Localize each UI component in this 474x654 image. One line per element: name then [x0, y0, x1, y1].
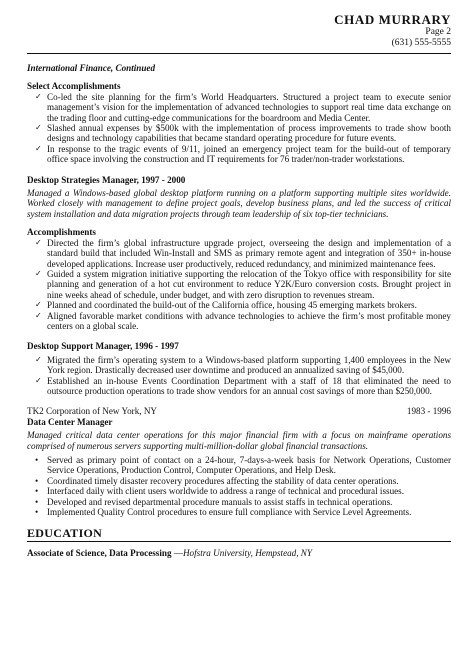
checkmark-icon: ✓ [35, 237, 42, 247]
desktop-support-title: Desktop Support Manager, 1996 - 1997 [27, 341, 179, 352]
bullet-icon: • [35, 496, 39, 507]
bullet-icon: • [35, 475, 39, 486]
tk2-years: 1983 - 1996 [406, 406, 451, 417]
tk2-role: Data Center Manager [27, 416, 113, 427]
list-item: ✓ Planned and coordinated the build-out of the California office, housing 45 emerging markets brokers. [35, 300, 417, 311]
tk2-company: TK2 Corporation of New York, NY [27, 406, 158, 417]
checkmark-icon: ✓ [35, 300, 42, 310]
list-item: ✓ Migrated the firm’s operating system to a Windows-based platform supporting 1,400 employees in the New York region. Drastically decreased user downtime and produced an annualized saving of $45,000. [35, 354, 451, 376]
checkmark-icon: ✓ [35, 354, 42, 364]
tk2-company-row [27, 406, 451, 416]
phone-number: (631) 555-5555 [391, 38, 451, 48]
desktop-strategies-title: Desktop Strategies Manager, 1997 - 2000 [27, 174, 186, 185]
degree: Associate of Science, Data Processing [27, 547, 172, 558]
continued-heading: International Finance, Continued [27, 63, 156, 73]
bullet-icon: • [35, 486, 39, 497]
bullet-icon: • [35, 455, 39, 465]
list-item: ✓ Established an in-house Events Coordination Department with a staff of 18 that eliminated the need to outsource production operations to trade show vendors for an annual cost savings of more than $250,000. [35, 375, 451, 396]
desktop-strategies-summary: Managed a Windows-based global desktop platform running on a platform supporting multiple sites worldwide. Worked closely with management to define project goals, develop business plans, and led the success of critical system installation and data migration projects through team leadership of six top-tier technicians. [27, 188, 451, 219]
list-item: • Served as primary point of contact on a 24-hour, 7-days-a-week basis for Network Operations, Customer Service Operations, Production Control, Computer Operations, and Help Desk. [35, 455, 451, 476]
degree-separator: — [171, 547, 183, 558]
checkmark-icon: ✓ [35, 375, 42, 385]
education-heading: EDUCATION [27, 526, 103, 541]
list-item: • Implemented Quality Control procedures to ensure full compliance with Service Level Agreements. [35, 507, 412, 518]
checkmark-icon: ✓ [35, 310, 42, 320]
checkmark-icon: ✓ [35, 91, 42, 101]
tk2-list [27, 455, 451, 517]
accomplishments-heading: Accomplishments [27, 227, 96, 238]
tk2-summary: Managed critical data center operations for this major financial firm with a focus on mainframe operations comprised of numerous servers supporting multi-million-dollar global financial transactions. [27, 430, 451, 451]
list-item: • Interfaced daily with client users worldwide to address a range of technical and procedural issues. [35, 486, 405, 497]
list-item: ✓ Guided a system migration initiative supporting the relocation of the Tokyo office with responsibility for site planning and generation of a hot cut environment to reduce Y2K/Euro conversion costs. Brought project in nine weeks ahead of schedule, under budget, and with zero disruption to revenues stream. [35, 268, 451, 300]
bullet-icon: • [35, 507, 39, 518]
education-entry [27, 548, 451, 558]
header-rule [27, 53, 451, 54]
school: Hofstra University, Hempstead, NY [182, 547, 312, 558]
list-item: ✓ Directed the firm’s global infrastructure upgrade project, overseeing the design and implementation of a standard build that included Win-Install and SMS as primary remote agent and integration of 350+ in-house developed applications. Increase user productively, reduced redundancy, and minimized maintenance fees. [35, 237, 451, 269]
list-item: ✓ Co-led the site planning for the firm’s World Headquarters. Structured a project team to execute senior management’s vision for the implementation of advanced technologies to support real time data exchange on the trading floor and cutting-edge communications for the boardroom and Media Center. [35, 91, 451, 123]
desktop-strategies-list [27, 238, 451, 332]
checkmark-icon: ✓ [35, 268, 42, 278]
list-item: • Coordinated timely disaster recovery procedures affecting the stability of data center operations. [35, 475, 399, 486]
checkmark-icon: ✓ [35, 143, 42, 153]
candidate-name: CHAD MURRARY [334, 12, 451, 27]
select-accomplishments-list [27, 92, 451, 165]
select-accomplishments-heading: Select Accomplishments [27, 81, 121, 92]
checkmark-icon: ✓ [35, 123, 42, 133]
page-number: Page 2 [425, 27, 451, 37]
list-item: ✓ Aligned favorable market conditions with advance technologies to achieve the firm’s most profitable money centers on a global scale. [35, 310, 451, 331]
resume-page [27, 12, 451, 558]
list-item: • Developed and revised departmental procedure manuals to assist staffs in technical operations. [35, 496, 393, 507]
desktop-support-list [27, 355, 451, 397]
list-item: ✓ In response to the tragic events of 9/11, joined an emergency project team for the build-out of temporary office space involving the construction and IT requirements for 76 trader/non-trader workstations. [35, 143, 451, 165]
education-rule [27, 541, 451, 542]
list-item: ✓ Slashed annual expenses by $500k with the implementation of process improvements to trade show booth designs and technology capabilities that became standard operating procedure for future events. [35, 123, 451, 144]
resume-header [27, 12, 451, 49]
